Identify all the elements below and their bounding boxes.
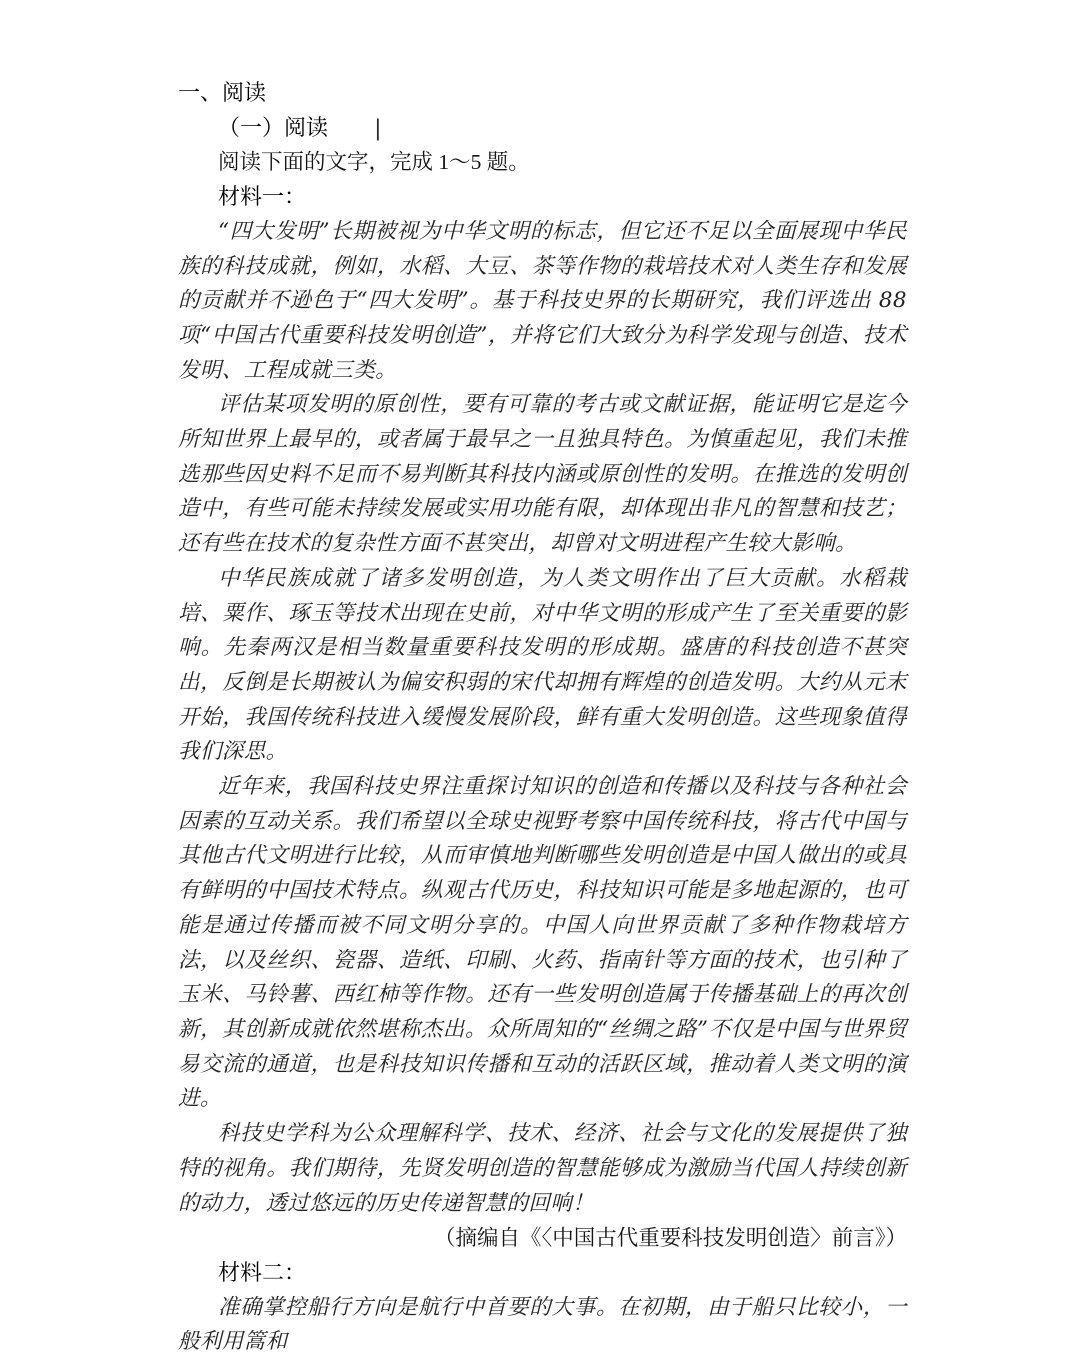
section-title: 一、阅读 [178,80,267,105]
subsection-title-row [178,111,907,146]
material-one-paragraph: 近年来，我国科技史界注重探讨知识的创造和传播以及科技与各种社会因素的互动关系。我们希望以全球史视野考察中国传统科技，将古代中国与其他古代文明进行比较，从而审慎地判断哪些发明创造是中国人做出的或具有鲜明的中国技术特点。纵观古代历史，科技知识可能是多地起源的，也可能是通过传播而被不同文明分享的。中国人向世界贡献了多种作物栽培方法，以及丝织、瓷器、造纸、印刷、火药、指南针等方面的技术，也引种了玉米、马铃薯、西红柿等作物。还有一些发明创造属于传播基础上的再次创新，其创新成就依然堪称杰出。众所周知的“丝绸之路”不仅是中国与世界贸易交流的通道，也是科技知识传播和互动的活跃区域，推动着人类文明的演进。 [178,774,907,1112]
material-one-paragraph: 评估某项发明的原创性，要有可靠的考古或文献证据，能证明它是迄今所知世界上最早的，或者属于最早之一且独具特色。为慎重起见，我们未推选那些因史料不足而不易判断其科技内涵或原创性的发明。在推选的发明创造中，有些可能未持续发展或实用功能有限，却体现出非凡的智慧和技艺；还有些在技术的复杂性方面不甚突出，却曾对文明进程产生较大影响。 [178,392,907,557]
document-text-area[interactable] [178,76,907,1360]
material-one-label: 材料一： [218,184,307,210]
material-one-attribution: （摘编自《〈中国古代重要科技发明创造〉前言》） [433,1226,907,1251]
subsection-title: （一）阅读 [218,114,329,140]
material-one-paragraph: “四大发明”长期被视为中华文明的标志，但它还不足以全面展现中华民族的科技成就，例如，水稻、大豆、茶等作物的栽培技术对人类生存和发展的贡献并不逊色于“四大发明”。基于科技史界的长期研究，我们评选出 88 项“中国古代重要科技发明创造”，并将它们大致分为科学发现与创造、技术发明、工程成就三类。 [178,218,907,383]
text-cursor-icon: | [375,114,381,141]
material-one-paragraph: 科技史学科为公众理解科学、技术、经济、社会与文化的发展提供了独特的视角。我们期待，先贤发明创造的智慧能够成为激励当代国人持续创新的动力，透过悠远的历史传递智慧的回响！ [178,1121,907,1216]
material-one-paragraph: 中华民族成就了诸多发明创造，为人类文明作出了巨大贡献。水稻栽培、粟作、琢玉等技术出现在史前，对中华文明的形成产生了至关重要的影响。先秦两汉是相当数量重要科技发明的形成期。盛唐的科技创造不甚突出，反倒是长期被认为偏安积弱的宋代却拥有辉煌的创造发明。大约从元末开始，我国传统科技进入缓慢发展阶段，鲜有重大发明创造。这些现象值得我们深思。 [178,565,907,765]
material-two-paragraph: 准确掌控船行方向是航行中首要的大事。在初期，由于船只比较小，一般利用篙和 [178,1294,907,1355]
material-two-label: 材料二： [218,1259,307,1285]
reading-instruction: 阅读下面的文字，完成 1～5 题。 [218,150,530,175]
